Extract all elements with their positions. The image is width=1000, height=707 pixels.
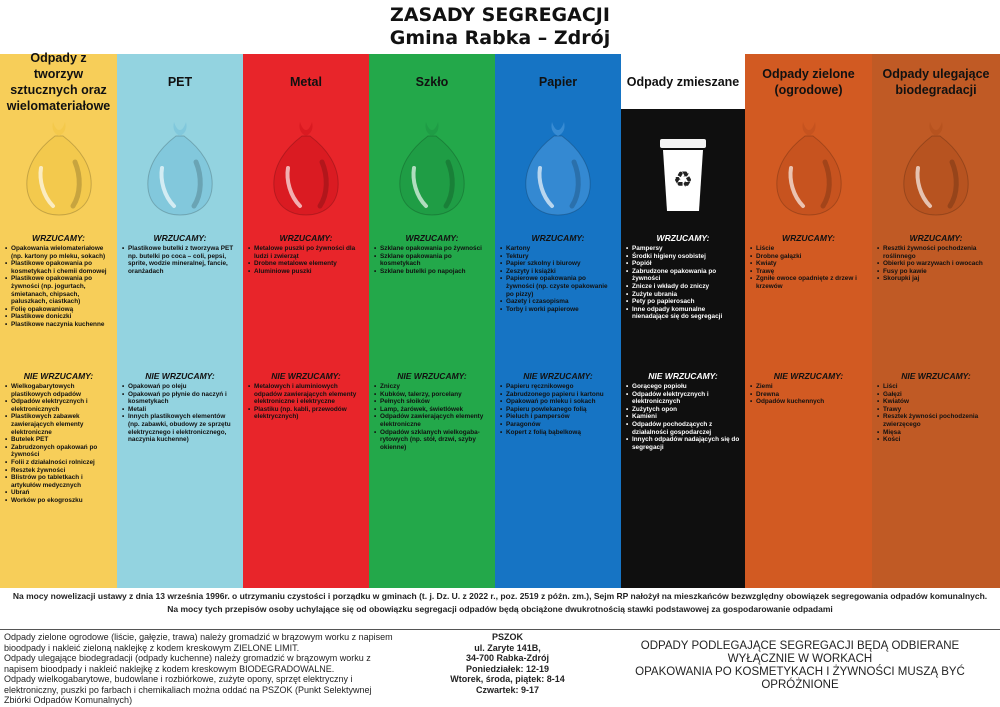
bin-illustration [658, 135, 708, 213]
list-item: • Zniczy [374, 383, 490, 391]
column-header: Szkło [369, 54, 495, 109]
allowed-heading: WRZUCAMY: [782, 233, 835, 243]
list-item: • Gałęzi [877, 391, 995, 399]
list-item: • Pampersy [626, 245, 740, 253]
list-item: • Resztek żywności pochodzenia zwierzęcego [877, 413, 995, 428]
forbidden-list [374, 383, 490, 451]
column-body [117, 109, 243, 588]
list-item: • Opakowań po płynie do naczyń i kosmetykach [122, 391, 238, 406]
list-item: • Odpadów elektrycznych i elektronicznych [626, 391, 740, 406]
list-item: • Środki higieny osobistej [626, 253, 740, 261]
list-item: • Folię opakowaniową [5, 306, 112, 314]
list-item: • Plastikowe butelki z tworzywa PET np. butelki po coca – coli, pepsi, sprite, wodzie mineralnej, fancie, oranżadach [122, 245, 238, 275]
list-item: • Liście [750, 245, 867, 253]
allowed-section [750, 233, 867, 291]
collection-notice-line-1: ODPADY PODLEGAJĄCE SEGREGACJI BĘDĄ ODBIERANE [640, 640, 960, 652]
list-item: • Szklane opakowania po kosmetykach [374, 253, 490, 268]
column-zielone [745, 54, 872, 588]
waste-bag-icon [769, 118, 849, 218]
list-item: • Liści [877, 383, 995, 391]
list-item: • Zabrudzonych opakowań po żywności [5, 444, 112, 459]
list-item: • Opakowań po mleku i sokach [500, 398, 616, 406]
list-item: • Lamp, żarówek, świetlówek [374, 406, 490, 414]
column-body [872, 109, 1000, 588]
forbidden-section [500, 371, 616, 436]
pszok-title: PSZOK [491, 632, 523, 642]
forbidden-list [750, 383, 867, 406]
list-item: • Papieru ręcznikowego [500, 383, 616, 391]
allowed-list [5, 245, 112, 329]
column-pet [117, 54, 243, 588]
list-item: • Folii z działalności rolniczej [5, 459, 112, 467]
bag-illustration [896, 118, 976, 218]
list-item: • Papier szkolny i biurowy [500, 260, 616, 268]
forbidden-section [750, 371, 867, 406]
list-item: • Szklane opakowania po żywności [374, 245, 490, 253]
list-item: • Odpadów szklanych wielkogaba-rytowych (np. stół, drzwi, szyby okienne) [374, 429, 490, 452]
list-item: • Odpadów elektrycznych i elektronicznych [5, 398, 112, 413]
list-item: • Kubków, talerzy, porcelany [374, 391, 490, 399]
list-item: • Popiół [626, 260, 740, 268]
list-item: • Kwiatów [877, 398, 995, 406]
list-item: • Pety po papierosach [626, 298, 740, 306]
list-item: • Wielkogabarytowych plastikowych odpadów [5, 383, 112, 398]
forbidden-section [374, 371, 490, 451]
list-item: • Fusy po kawie [877, 268, 995, 276]
list-item: • Zużytych opon [626, 406, 740, 414]
forbidden-heading: NIE WRZUCAMY: [773, 371, 844, 381]
allowed-heading: WRZUCAMY: [279, 233, 333, 243]
collection-notice [605, 640, 995, 692]
list-item: • Skorupki jaj [877, 275, 995, 283]
column-header: Odpady zmieszane [621, 54, 745, 109]
pszok-hours-weekdays: Wtorek, środa, piątek: 8-14 [450, 674, 565, 684]
footer-instructions [4, 632, 399, 706]
page-title: ZASADY SEGREGACJI [390, 4, 610, 26]
allowed-list [877, 245, 995, 283]
column-header: Odpady ulegające biodegradacji [872, 54, 1000, 109]
bag-illustration [266, 118, 346, 218]
forbidden-list [877, 383, 995, 444]
forbidden-list [248, 383, 364, 421]
column-body [745, 109, 872, 588]
allowed-list [500, 245, 616, 313]
waste-bag-icon [392, 118, 472, 218]
allowed-list [626, 245, 740, 321]
list-item: • Zgniłe owoce opadnięte z drzew i krzewów [750, 275, 867, 290]
allowed-heading: WRZUCAMY: [909, 233, 963, 243]
bag-illustration [140, 118, 220, 218]
pszok-info [440, 632, 575, 695]
forbidden-list [122, 383, 238, 444]
column-header: Metal [243, 54, 369, 109]
allowed-heading: WRZUCAMY: [153, 233, 207, 243]
allowed-heading: WRZUCAMY: [531, 233, 585, 243]
waste-bag-icon [19, 118, 99, 218]
list-item: • Innych odpadów nadających się do segregacji [626, 436, 740, 451]
allowed-section [5, 233, 112, 329]
pszok-hours-monday: Poniedziałek: 12-19 [465, 663, 550, 674]
list-item: • Zabrudzonego papieru i kartonu [500, 391, 616, 399]
list-item: • Aluminiowe puszki [248, 268, 364, 276]
list-item: • Kamieni [626, 413, 740, 421]
list-item: • Gorącego popiołu [626, 383, 740, 391]
forbidden-section [877, 371, 995, 444]
list-item: • Pieluch i pampersów [500, 413, 616, 421]
allowed-section [248, 233, 364, 275]
list-item: • Ziemi [750, 383, 867, 391]
list-item: • Papierowe opakowania po żywności (np. czyste opakowanie po pizzy) [500, 275, 616, 298]
allowed-section [500, 233, 616, 313]
list-item: • Zużyte ubrania [626, 291, 740, 299]
list-item: • Plastikowe doniczki [5, 313, 112, 321]
list-item: • Tektury [500, 253, 616, 261]
pszok-address-city: 34-700 Rabka-Zdrój [465, 653, 550, 663]
forbidden-section [626, 371, 740, 451]
footer-instruction-green: Odpady zielone ogrodowe (liście, gałęzie, trawa) należy gromadzić w brązowym worku z napisem bioodpady i nakleić zieloną naklejkę z kodem kreskowym ZIELONE LIMIT. [4, 632, 393, 653]
allowed-list [248, 245, 364, 275]
column-header: Odpady zielone (ogrodowe) [745, 54, 872, 109]
list-item: • Odpadów kuchennych [750, 398, 867, 406]
list-item: • Plastiku (np. kabli, przewodów elektrycznych) [248, 406, 364, 421]
column-papier [495, 54, 621, 588]
forbidden-list [626, 383, 740, 451]
list-item: • Plastikowe opakowania po kosmetykach i chemii domowej [5, 260, 112, 275]
list-item: • Plastikowe naczynia kuchenne [5, 321, 112, 329]
list-item: • Kości [877, 436, 995, 444]
footer-divider [0, 629, 1000, 630]
list-item: • Zeszyty i książki [500, 268, 616, 276]
column-metal [243, 54, 369, 588]
forbidden-heading: NIE WRZUCAMY: [648, 371, 718, 381]
bag-illustration [769, 118, 849, 218]
column-header: PET [117, 54, 243, 109]
forbidden-heading: NIE WRZUCAMY: [397, 371, 467, 381]
allowed-list [750, 245, 867, 291]
column-body [495, 109, 621, 588]
list-item: • Odpadów pochodzących z działalności gospodarczej [626, 421, 740, 436]
list-item: • Metalowych i aluminiowych odpadów zawierających elementy elektroniczne i elektryczne [248, 383, 364, 406]
list-item: • Inne odpady komunalne nienadające się do segregacji [626, 306, 740, 321]
list-item: • Pełnych słoików [374, 398, 490, 406]
forbidden-list [5, 383, 112, 505]
list-item: • Drewna [750, 391, 867, 399]
list-item: • Blistrów po tabletkach i artykułów medycznych [5, 474, 112, 489]
allowed-section [374, 233, 490, 275]
column-header: Odpady z tworzyw sztucznych oraz wielomateriałowe [0, 54, 117, 109]
forbidden-heading: NIE WRZUCAMY: [271, 371, 341, 381]
forbidden-list [500, 383, 616, 436]
column-zmieszane [621, 54, 745, 588]
segregation-columns [0, 50, 1000, 588]
column-szklo [369, 54, 495, 588]
list-item: • Metalowe puszki po żywności dla ludzi i zwierząt [248, 245, 364, 260]
waste-bag-icon [266, 118, 346, 218]
waste-bag-icon [140, 118, 220, 218]
waste-bag-icon [518, 118, 598, 218]
allowed-heading: WRZUCAMY: [32, 233, 85, 243]
forbidden-section [248, 371, 364, 421]
list-item: • Resztek żywności [5, 467, 112, 475]
list-item: • Paragonów [500, 421, 616, 429]
list-item: • Worków po ekogroszku [5, 497, 112, 505]
list-item: • Metali [122, 406, 238, 414]
list-item: • Znicze i wkłady do zniczy [626, 283, 740, 291]
footer-instruction-bio: Odpady ulegające biodegradacji (odpady kuchenne) należy gromadzić w brązowym worku z napisem bioodpady i nakleić naklejkę z kodem kreskowym BIODEGRADOWALNE. [4, 653, 371, 674]
list-item: • Kartony [500, 245, 616, 253]
column-plastik [0, 50, 117, 588]
allowed-heading: WRZUCAMY: [405, 233, 459, 243]
column-body [621, 109, 745, 588]
forbidden-section [5, 371, 112, 505]
forbidden-section [122, 371, 238, 444]
footer-instruction-pszok: Odpady wielkogabarytowe, budowlane i rozbiórkowe, zużyte opony, sprzęt elektryczny i elektroniczny, puszki po farbach i chemikaliach można oddać na PSZOK (Punkt Selektywnej Zbiórki Odpadów Komunalnych) [4, 674, 372, 705]
allowed-section [122, 233, 238, 275]
bag-illustration [518, 118, 598, 218]
allowed-section [626, 233, 740, 321]
collection-notice-line-2: WYŁĄCZNIE W WORKACH [727, 653, 873, 665]
list-item: • Kopert z folią bąbelkową [500, 429, 616, 437]
pszok-hours-thursday: Czwartek: 9-17 [475, 684, 540, 695]
column-body [369, 109, 495, 588]
collection-notice-line-4: OPRÓŻNIONE [761, 679, 839, 691]
collection-notice-line-3: OPAKOWANIA PO KOSMETYKACH I ŻYWNOŚCI MUSZĄ BYĆ [635, 666, 965, 678]
allowed-heading: WRZUCAMY: [656, 233, 710, 243]
list-item: • Resztki żywności pochodzenia roślinnego [877, 245, 995, 260]
column-bio [872, 54, 1000, 588]
legal-notice: Na mocy nowelizacji ustawy z dnia 13 września 1996r. o utrzymaniu czystości i porządku w gminach (t. j. Dz. U. z 2022 r., poz. 2519 z późn. zm.), Sejm RP nałożył na mieszkańców bezwzględny obowiązek segregowania odpadów komunalnych. Na mocy tych przepisów osoby uchylające się od obowiązku segregacji odpadów będą obciążone dwukrotnością stawki podstawowej za gospodarowanie odpadami [12, 591, 988, 614]
list-item: • Innych plastikowych elementów (np. zabawki, obudowy ze sprzętu elektrycznego i elektronicznego, naczynia kuchenne) [122, 413, 238, 443]
page-subtitle: Gmina Rabka – Zdrój [389, 27, 611, 49]
list-item: • Ubrań [5, 489, 112, 497]
forbidden-heading: NIE WRZUCAMY: [145, 371, 215, 381]
waste-bag-icon [896, 118, 976, 218]
list-item: • Papieru powlekanego folią [500, 406, 616, 414]
list-item: • Torby i worki papierowe [500, 306, 616, 314]
list-item: • Butelek PET [5, 436, 112, 444]
bag-illustration [392, 118, 472, 218]
list-item: • Drobne metalowe elementy [248, 260, 364, 268]
forbidden-heading: NIE WRZUCAMY: [523, 371, 593, 381]
list-item: • Mięsa [877, 429, 995, 437]
pszok-address-street: ul. Zaryte 141B, [474, 642, 541, 653]
column-body [0, 109, 117, 588]
list-item: • Plastikowe opakowania po żywności (np. jogurtach, śmietanach, chipsach, paluszkach, ciastkach) [5, 275, 112, 305]
bag-illustration [19, 118, 99, 218]
forbidden-heading: NIE WRZUCAMY: [23, 371, 94, 381]
list-item: • Gazety i czasopisma [500, 298, 616, 306]
list-item: • Szklane butelki po napojach [374, 268, 490, 276]
list-item: • Kwiaty [750, 260, 867, 268]
list-item: • Odpadów zawierających elementy elektroniczne [374, 413, 490, 428]
list-item: • Zabrudzone opakowania po żywności [626, 268, 740, 283]
column-header: Papier [495, 54, 621, 109]
allowed-list [122, 245, 238, 275]
forbidden-heading: NIE WRZUCAMY: [901, 371, 971, 381]
list-item: • Opakowań po oleju [122, 383, 238, 391]
allowed-list [374, 245, 490, 275]
list-item: • Drobne gałązki [750, 253, 867, 261]
list-item: • Trawę [750, 268, 867, 276]
allowed-section [877, 233, 995, 283]
title-block [0, 4, 1000, 50]
list-item: • Trawy [877, 406, 995, 414]
list-item: • Plastikowych zabawek zawierających elementy elektroniczne [5, 413, 112, 436]
list-item: • Opakowania wielomateriałowe (np. kartony po mleku, sokach) [5, 245, 112, 260]
svg-text:♻: ♻ [673, 168, 693, 193]
recycle-bin-icon [658, 135, 708, 213]
column-body [243, 109, 369, 588]
list-item: • Obierki po warzywach i owocach [877, 260, 995, 268]
